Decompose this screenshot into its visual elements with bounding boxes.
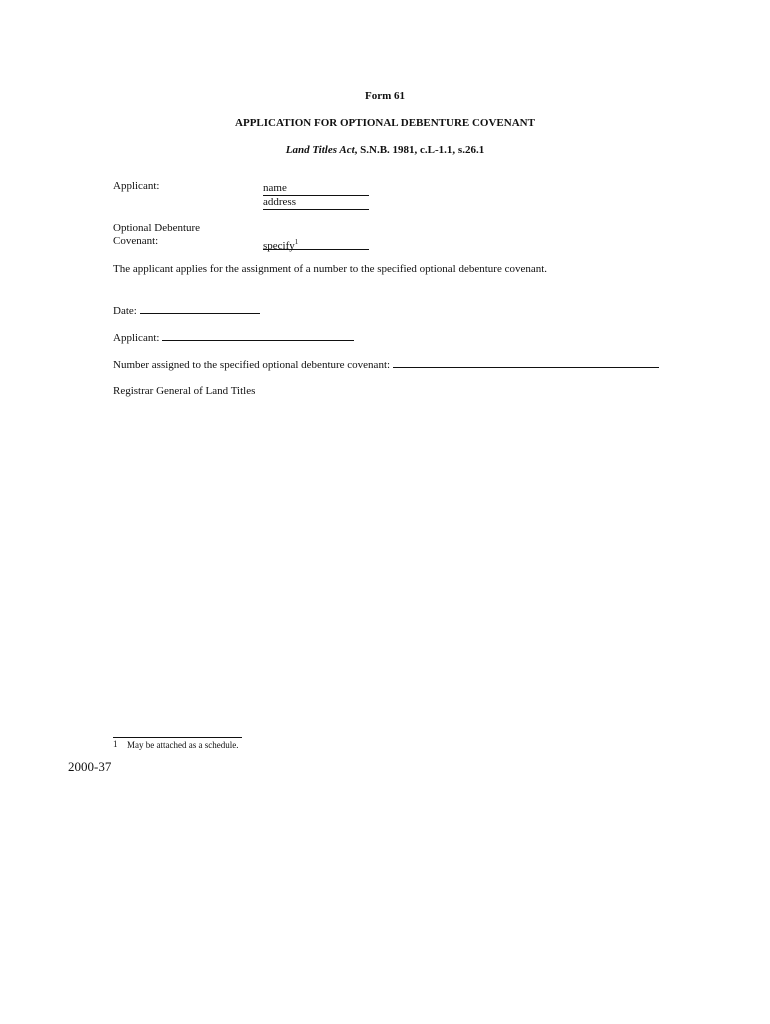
assigned-number-label: Number assigned to the specified optional debenture covenant: [113, 359, 391, 371]
assigned-number-line [113, 358, 659, 371]
covenant-label-line2: Covenant: [113, 235, 159, 247]
address-caption: address [263, 196, 296, 208]
date-line [113, 304, 260, 317]
form-title: APPLICATION FOR OPTIONAL DEBENTURE COVENANT [235, 117, 535, 129]
applicant-name-field[interactable] [263, 182, 369, 196]
name-caption: name [263, 182, 287, 194]
statute-name: Land Titles Act [285, 144, 355, 156]
statute-citation [0, 144, 770, 156]
covenant-specify-field[interactable] [263, 236, 369, 250]
applicant-address-field[interactable] [263, 196, 369, 210]
applicant-signature-label: Applicant: [113, 332, 160, 344]
statute-reference: , S.N.B. 1981, c.L-1.1, s.26.1 [354, 144, 485, 156]
applicant-signature-line [113, 331, 354, 344]
specify-caption: specify [263, 240, 295, 252]
assigned-number-blank[interactable] [393, 358, 659, 368]
footnote-number: 1 [113, 739, 118, 749]
date-blank[interactable] [140, 304, 260, 314]
footnote-divider [113, 737, 242, 738]
application-statement: The applicant applies for the assignment of a number to the specified optional debenture covenant. [113, 263, 548, 275]
date-label: Date: [113, 305, 137, 317]
covenant-label-line1: Optional Debenture [113, 222, 201, 234]
footnote-text: May be attached as a schedule. [127, 740, 239, 750]
applicant-signature-blank[interactable] [162, 331, 354, 341]
applicant-label: Applicant: [113, 180, 160, 192]
form-number: Form 61 [364, 90, 405, 102]
page-code: 2000-37 [68, 759, 112, 774]
footnote-reference: 1 [294, 238, 299, 246]
registrar-title: Registrar General of Land Titles [113, 385, 256, 397]
